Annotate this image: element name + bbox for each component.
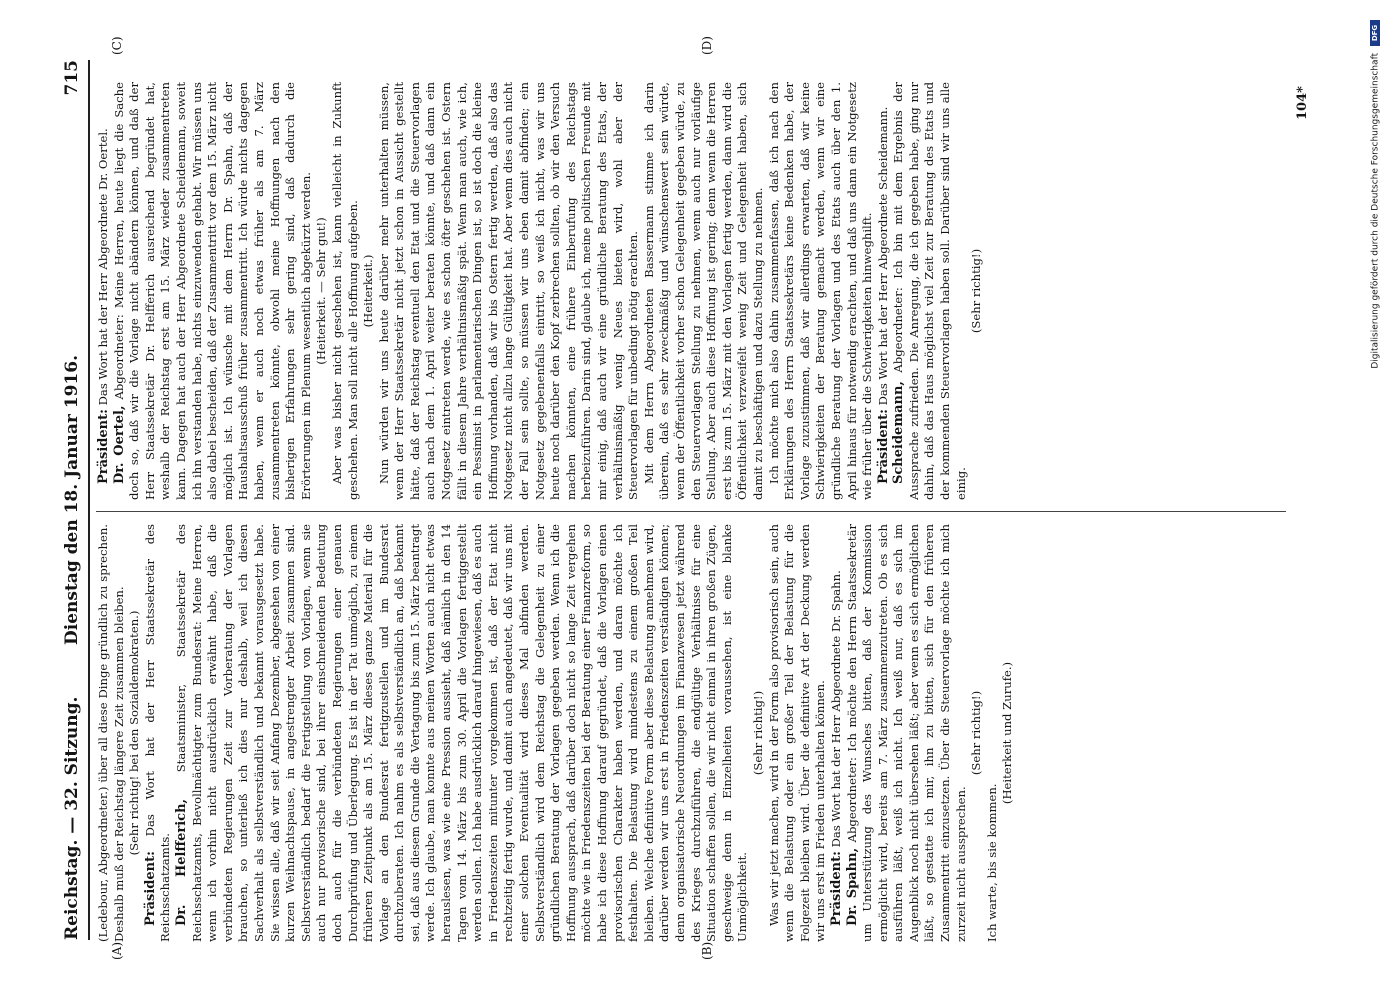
speaker-name: Scheidemann, <box>891 381 907 484</box>
signature-number: 104* <box>1295 86 1310 120</box>
paragraph <box>829 524 845 942</box>
paragraph <box>314 82 330 500</box>
paragraph <box>1000 524 1016 942</box>
speaker-name: Dr. Spahn, <box>844 847 860 926</box>
paragraph <box>891 82 969 500</box>
margin-mark-a: (A) <box>110 941 124 960</box>
speaker-name: Dr. Helfferich, <box>173 798 189 926</box>
page-number: 715 <box>62 60 82 96</box>
paragraph <box>767 82 876 500</box>
paragraph-text: Abgeordneter: Ich möchte den Herrn Staatssekretär um Unterstützung des Wunsches bitten, daß der Kommission ermöglicht wird, bereits am 7. März zusammenzutreten. Ob es sich ausführen läßt, weiß ich nicht. Ich weiß nur, daß es sich im Augenblick noch nicht übersehen läßt; aber wenn es sich ermöglichen läßt, so gestatte ich mir, ihn zu bitten, sich für den früheren Zusammentritt einzusetzen. Über die Steuervorlage möchte ich mich zurzeit nicht aussprechen. <box>844 524 968 942</box>
paragraph <box>174 524 751 942</box>
paragraph <box>330 82 361 500</box>
paragraph <box>96 82 112 500</box>
margin-mark-d: (D) <box>700 36 714 55</box>
interjection: (Sehr richtig!) <box>969 248 984 334</box>
paragraph-text: Das Wort hat der Herr Staatssekretär des Reichsschatzamts. <box>142 524 173 942</box>
interjection: (Sehr richtig!) <box>750 690 765 776</box>
right-column <box>96 82 1296 500</box>
paragraph <box>112 82 315 500</box>
header-title: Reichstag. — 32. Sitzung. <box>62 696 82 940</box>
paragraph <box>377 82 642 500</box>
paragraph <box>985 524 1001 942</box>
paragraph <box>751 524 767 942</box>
paragraph-text: Das Wort hat der Herr Abgeordnete Dr. Spahn. <box>828 570 843 848</box>
interjection: (Heiterkeit. — Sehr gut!) <box>314 217 329 365</box>
margin-mark-c: (C) <box>110 36 124 55</box>
paragraph <box>767 524 829 942</box>
paragraph <box>969 524 985 942</box>
speaker-name: Präsident: <box>96 409 111 484</box>
speaker-name: Präsident: <box>875 409 891 484</box>
paragraph <box>96 524 127 942</box>
paragraph-text: Staatsminister, Staatssekretär des Reichsschatzamts, Bevollmächtigter zum Bundesrat: Meine Herren, wenn ich vorhin nicht ausdrücklich erwähnt habe, daß die verbündeten Regierungen Zeit zur Vorberatung der Vorlagen brauchen, so unterließ ich dies nur deshalb, weil ich diesen Sachverhalt als selbstverständlich und bekannt vorausgesetzt habe. Sie wissen alle, daß wir seit Anfang Dezember, abgesehen von einer kurzen Weihnachtspause, in angestrengter Arbeit zusammen sind. Selbstverständlich bedarf die Fertigstellung von Vorlagen, wenn sie auch nur provisorische sind, bei ihrer einschneidenden Bedeutung doch auch für die verbündeten Regierungen einer genauen Durchprüfung und Überlegung. Es ist in der Tat unmöglich, zu einem früheren Zeitpunkt als am 15. März dieses ganze Material für die Vorlage an den Bundesrat fertigzustellen und im Bundesrat durchzuberaten. Ich nahm es als selbstverständlich an, daß bekannt sei, daß aus diesem Grunde die Vertagung bis zum 15. März beantragt werde. Ich glaube, man konnte aus meinen Worten auch nicht etwas herauslesen, was wie eine Pression aussieht, daß nämlich in den 14 Tagen vom 14. März bis zum 30. April die Vorlagen fertiggestellt werden sollen. Ich habe ausdrücklich darauf hingewiesen, daß es auch in Friedenszeiten mitunter vorgekommen ist, daß der Etat nicht rechtzeitig fertig wurde, und damit auch angedeutet, daß wir uns mit einer solchen Eventualität wird dieses Mal abfinden werden. Selbstverständlich wird dem Reichstag die Gelegenheit zu einer gründlichen Beratung der Vorlagen gegeben werden. Wenn ich die Hoffnung aussprach, daß darüber doch nicht so lange Zeit vergehen möchte wie in Friedenszeiten bei der Beratung einer Finanzreform, so habe ich diese Hoffnung darauf gegründet, daß die Vorlagen einen provisorischen Charakter haben werden, und daran möchte ich festhalten. Die Belastung wird mindestens zu einem großen Teil bleiben. Welche definitive Form aber diese Belastung annehmen wird, darüber werden wir uns erst in Friedenszeiten verständigen können; denn organisatorische Neuordnungen im Finanzwesen jetzt während des Krieges durchzuführen, die endgültige Verhältnisse für eine Situation schaffen sollen, die wir nicht einmal in ihren großen Zügen, geschweige denn in Einzelheiten voraussehen, ist eine blanke Unmöglichkeit. <box>173 524 750 942</box>
column-divider <box>96 511 1286 512</box>
speaker-name: Dr. Oertel, <box>111 405 127 484</box>
paragraph-text: Was wir jetzt machen, wird in der Form also provisorisch sein, auch wenn die Belastung oder ein großer Teil der Belastung für die Folgezeit bleiben wird. Über die definitive Art der Deckung werden wir uns erst im Frieden unterhalten können. <box>766 524 828 942</box>
paragraph <box>845 524 970 942</box>
credit-text: Digitalisierung gefördert durch die Deutsche Forschungsgemeinschaft <box>1370 52 1381 369</box>
interjection: (Heiterkeit.) <box>361 254 376 328</box>
interjection: (Heiterkeit und Zurufe.) <box>1000 661 1015 805</box>
header-date: Dienstag den 18. Januar 1916. <box>62 355 82 645</box>
paragraph-text: Nun würden wir uns heute darüber mehr unterhalten müssen, wenn der Herr Staatssekretär nicht jetzt schon in Aussicht gestellt hätte, daß der Reichstag eventuell den Etat und die Steuervorlagen auch nach dem 1. April weiter beraten könnte, und daß dann ein Notgesetz eintreten werde, wie es schon öfter geschehen ist. Ostern fällt in diesem Jahre verhältnismäßig spät. Wenn man auch, wie ich, ein Pessimist in parlamentarischen Dingen ist, so ist doch die kleine Hoffnung vorhanden, daß wir bis Ostern fertig werden, daß also das Notgesetz nicht allzu lange Gültigkeit hat. Aber wenn dies auch nicht der Fall sein sollte, so müssen wir uns eben damit abfinden; ein Notgesetz gegebenenfalls eintritt, so weiß ich nicht, was wir uns heute noch darüber den Kopf zerbrechen sollten, ob wir den Versuch machen könnten, eine frühere Einberufung des Reichstags herbeizuführen. Darin sind, glaube ich, meine politischen Freunde mit mir einig, daß auch wir eine gründliche Beratung des Etats, der verhältnismäßig wenig Neues bieten wird, wohl aber der Steuervorlagen für unbedingt nötig erachten. <box>376 82 641 500</box>
paragraph-text: Abgeordneter: Ich bin mit dem Ergebnis der Aussprache zufrieden. Die Anregung, die ich gegeben habe, ging nur dahin, daß das Haus möglichst viel Zeit zur Beratung des Etats und der kommenden Steuervorlagen haben soll. Darüber sind wir uns alle einig. <box>891 82 968 500</box>
digitization-credit <box>1370 20 1382 980</box>
paragraph-text: (Ledebour, Abgeordneter.) über all diese Dinge gründlich zu sprechen. Deshalb muß der Reichstag längere Zeit zusammen bleiben. <box>96 524 126 942</box>
speaker-name: Präsident: <box>142 851 158 926</box>
paragraph <box>127 524 143 942</box>
paragraph-text: Abgeordneter: Meine Herren, heute liegt die Sache doch so, daß wir die Vorlage nicht abändern können, und daß der Herr Staatssekretär Dr. Helfferich ausreichend begründet hat, weshalb der Reichstag erst am 15. März wieder zusammentreten kann. Dagegen hat auch der Herr Abgeordnete Scheidemann, soweit ich ihn verstanden habe, nichts einzuwenden gehabt. Wir müssen uns also dabei bescheiden, daß der Zusammentritt vor dem 15. März nicht möglich ist. Ich wünsche mit dem Herrn Dr. Spahn, daß der Haushaltsausschuß früher zusammentritt. Ich würde nichts dagegen haben, wenn er auch noch etwas früher als am 7. März zusammentreten könnte, obwohl meine Hoffnungen nach den bisherigen Erfahrungen sehr gering sind, daß dadurch die Erörterungen im Plenum wesentlich abgekürzt werden. <box>111 82 313 500</box>
interjection: (Sehr richtig!) <box>969 690 984 776</box>
speaker-name: Präsident: <box>828 851 844 926</box>
paragraph-text: Ich möchte mich also dahin zusammenfassen, daß ich nach den Erklärungen des Herrn Staatssekretärs keine Bedenken habe, der Vorlage zuzustimmen, daß wir allerdings erwarten, daß wir keine Schwierigkeiten der Beratung gemacht werden, wenn wir eine gründliche Beratung der Vorlagen und des Etats auch über den 1. April hinaus für notwendig erachten, und daß uns dann ein Notgesetz wie früher über die Schwierigkeiten hinweghilft. <box>766 82 875 500</box>
paragraph <box>361 82 377 500</box>
paragraph-text: Das Wort hat der Herr Abgeordnete Scheidemann. <box>875 106 890 406</box>
paragraph-text: Ich warte, bis sie kommen. <box>984 783 999 942</box>
margin-mark-b: (B) <box>700 941 714 960</box>
paragraph <box>969 82 985 500</box>
dfg-logo: DFG <box>1370 20 1380 46</box>
left-column <box>96 524 1296 942</box>
paragraph <box>876 82 892 500</box>
page-header <box>58 60 90 940</box>
paragraph-text: Mit dem Herrn Abgeordneten Bassermann stimme ich darin überein, daß es sehr zweckmäßig und wünschenswert sein würde, wenn der Öffentlichkeit vorher schon Gelegenheit gegeben würde, zu den Steuervorlagen Stellung zu nehmen, wenn auch nur vorläufige Stellung. Aber auch diese Hoffnung ist gering; denn wenn die Herren erst bis zum 15. März mit den Vorlagen fertig werden, dann wird die Öffentlichkeit verzweifelt wenig Zeit und Gelegenheit haben, sich damit zu beschäftigen und dazu Stellung zu nehmen. <box>641 82 765 500</box>
paragraph <box>143 524 174 942</box>
paragraph <box>642 82 767 500</box>
paragraph-text: Aber was bisher nicht geschehen ist, kann vielleicht in Zukunft geschehen. Man soll nicht alle Hoffnung aufgeben. <box>329 82 360 500</box>
paragraph-text: Das Wort hat der Herr Abgeordnete Dr. Oertel. <box>96 128 110 406</box>
interjection: (Sehr richtig! bei den Sozialdemokraten.) <box>127 610 142 856</box>
